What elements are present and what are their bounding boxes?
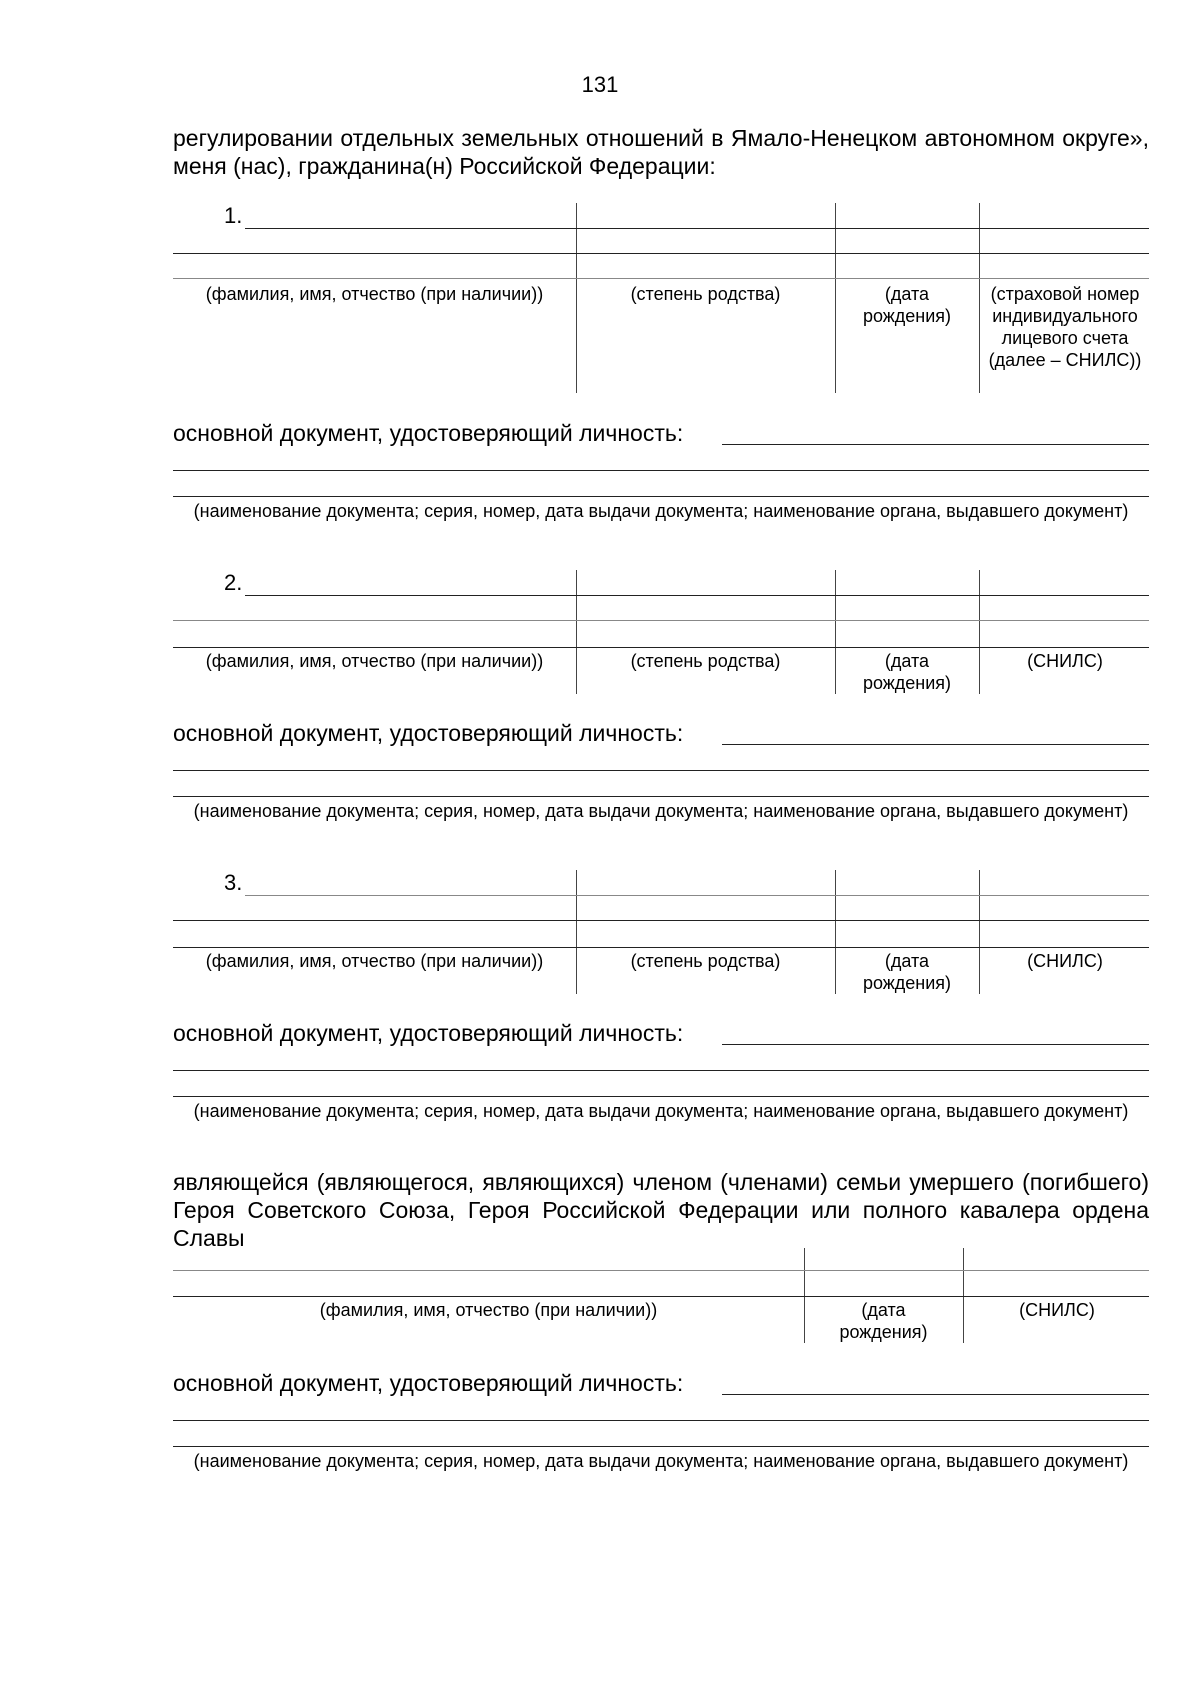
fio-input-line-2[interactable]	[173, 620, 1149, 621]
doc-input-line-3[interactable]	[173, 1446, 1149, 1447]
doc-input-line[interactable]	[722, 744, 1149, 745]
doc-label: основной документ, удостоверяющий личность:	[173, 720, 684, 746]
fio-input-line[interactable]	[245, 228, 1149, 229]
caption-separator	[173, 278, 1149, 279]
caption-separator	[173, 947, 1149, 948]
family-paragraph: являющейся (являющегося, являющихся) членом (членами) семьи умершего (погибшего) Героя Советского Союза, Героя Российской Федерации или полного кавалера ордена Славы	[173, 1169, 1149, 1251]
intro-paragraph: регулировании отдельных земельных отношений в Ямало-Ненецком автономном округе», меня (нас), гражданина(н) Российской Федерации:	[173, 125, 1149, 179]
column-divider	[576, 870, 577, 994]
relation-caption: (степень родства)	[630, 651, 781, 671]
doc-caption: (наименование документа; серия, номер, дата выдачи документа; наименование органа, выдавшего документ)	[193, 801, 1129, 821]
doc-caption: (наименование документа; серия, номер, дата выдачи документа; наименование органа, выдавшего документ)	[193, 1451, 1129, 1471]
snils-caption: (СНИЛС)	[1019, 1300, 1095, 1320]
doc-input-line-3[interactable]	[173, 796, 1149, 797]
person-number: 3.	[224, 870, 243, 895]
snils-caption: (СНИЛС)	[1027, 951, 1103, 971]
caption-separator	[173, 1296, 1149, 1297]
column-divider	[979, 870, 980, 994]
column-divider	[979, 570, 980, 694]
column-divider	[979, 203, 980, 393]
doc-input-line[interactable]	[722, 1394, 1149, 1395]
doc-input-line-2[interactable]	[173, 1420, 1149, 1421]
fio-caption: (фамилия, имя, отчество (при наличии))	[205, 284, 544, 304]
doc-caption: (наименование документа; серия, номер, дата выдачи документа; наименование органа, выдавшего документ)	[193, 1101, 1129, 1121]
doc-label: основной документ, удостоверяющий личность:	[173, 1370, 684, 1396]
person-number: 1.	[224, 203, 243, 228]
relation-caption: (степень родства)	[630, 951, 781, 971]
birth-date-caption: (дата рождения)	[862, 284, 952, 326]
fio-input-line[interactable]	[173, 1270, 1149, 1271]
snils-caption: (СНИЛС)	[1027, 651, 1103, 671]
relation-caption: (степень родства)	[630, 284, 781, 304]
caption-separator	[173, 647, 1149, 648]
column-divider	[576, 570, 577, 694]
birth-date-caption: (дата рождения)	[862, 951, 952, 993]
fio-caption: (фамилия, имя, отчество (при наличии))	[205, 951, 544, 971]
doc-label: основной документ, удостоверяющий личность:	[173, 1020, 684, 1046]
doc-input-line-3[interactable]	[173, 1096, 1149, 1097]
fio-input-line[interactable]	[245, 895, 1149, 896]
birth-date-caption: (дата рождения)	[839, 1300, 928, 1342]
fio-input-line-2[interactable]	[173, 920, 1149, 921]
person-number: 2.	[224, 570, 243, 595]
fio-caption: (фамилия, имя, отчество (при наличии))	[205, 651, 544, 671]
doc-label: основной документ, удостоверяющий личность:	[173, 420, 684, 446]
doc-caption: (наименование документа; серия, номер, дата выдачи документа; наименование органа, выдавшего документ)	[193, 501, 1129, 521]
birth-date-caption: (дата рождения)	[862, 651, 952, 693]
doc-input-line-3[interactable]	[173, 496, 1149, 497]
doc-input-line-2[interactable]	[173, 470, 1149, 471]
fio-input-line-2[interactable]	[173, 253, 1149, 254]
snils-caption: (страховой номер индивидуального лицевого счета (далее – СНИЛС))	[988, 284, 1142, 370]
doc-input-line[interactable]	[722, 444, 1149, 445]
doc-input-line-2[interactable]	[173, 770, 1149, 771]
fio-input-line[interactable]	[245, 595, 1149, 596]
page-number: 131	[581, 72, 619, 97]
fio-caption: (фамилия, имя, отчество (при наличии))	[319, 1300, 658, 1320]
doc-input-line-2[interactable]	[173, 1070, 1149, 1071]
doc-input-line[interactable]	[722, 1044, 1149, 1045]
